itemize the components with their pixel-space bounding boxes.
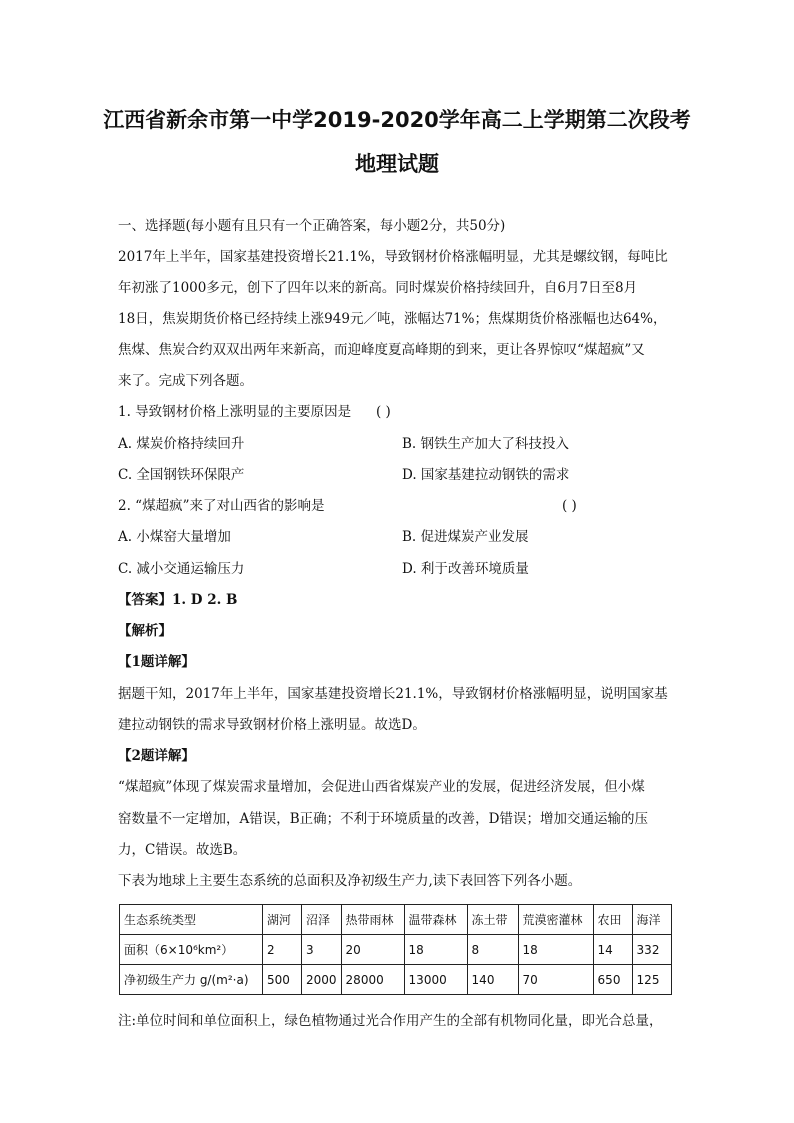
title-line-2: 地理试题 bbox=[355, 152, 439, 176]
question-2-answer-blank: ( ) bbox=[562, 498, 577, 514]
table-cell: 13000 bbox=[404, 965, 467, 995]
detail-2-line: 窑数量不一定增加，A错误，B正确；不利于环境质量的改善，D错误；增加交通运输的压 bbox=[118, 811, 648, 827]
table-header-cell: 沼泽 bbox=[302, 905, 342, 935]
passage-line: 2017年上半年，国家基建投资增长21.1%，导致钢材价格涨幅明显，尤其是螺纹钢，每吨比 bbox=[118, 249, 668, 265]
detail-2-line: 力，C错误。故选B。 bbox=[118, 842, 247, 858]
table-cell: 20 bbox=[341, 935, 404, 965]
question-2-option-a: A. 小煤窑大量增加 bbox=[118, 529, 231, 545]
table-header-cell: 海洋 bbox=[632, 905, 671, 935]
table-cell: 140 bbox=[467, 965, 518, 995]
table-intro: 下表为地球上主要生态系统的总面积及净初级生产力,读下表回答下列各小题。 bbox=[118, 873, 582, 889]
detail-2-label: 【2题详解】 bbox=[118, 748, 195, 764]
table-cell: 332 bbox=[632, 935, 671, 965]
table-header-cell: 温带森林 bbox=[404, 905, 467, 935]
question-2-option-c: C. 减小交通运输压力 bbox=[118, 561, 245, 577]
table-cell: 2 bbox=[263, 935, 302, 965]
table-header-cell: 冻土带 bbox=[467, 905, 518, 935]
passage-line: 年初涨了1000多元，创下了四年以来的新高。同时煤炭价格持续回升，自6月7日至8月 bbox=[118, 280, 638, 296]
section-heading: 一、选择题(每小题有且只有一个正确答案，每小题2分，共50分) bbox=[118, 218, 506, 234]
table-cell: 面积（6×10⁶km²） bbox=[120, 935, 263, 965]
table-cell: 18 bbox=[518, 935, 593, 965]
detail-1-line: 建拉动钢铁的需求导致钢材价格上涨明显。故选D。 bbox=[118, 717, 426, 733]
detail-1-line: 据题干知，2017年上半年，国家基建投资增长21.1%，导致钢材价格涨幅明显，说明国家基 bbox=[118, 686, 668, 702]
question-2-option-b: B. 促进煤炭产业发展 bbox=[402, 529, 529, 545]
table-row bbox=[120, 965, 672, 995]
question-1-stem: 1. 导致钢材价格上涨明显的主要原因是 bbox=[118, 404, 352, 420]
table-header-cell: 荒漠密灌林 bbox=[518, 905, 593, 935]
table-header-row bbox=[120, 905, 672, 935]
table-cell: 28000 bbox=[341, 965, 404, 995]
analysis-label: 【解析】 bbox=[118, 623, 172, 639]
passage-line: 来了。完成下列各题。 bbox=[118, 373, 253, 389]
table-cell: 70 bbox=[518, 965, 593, 995]
table-cell: 650 bbox=[593, 965, 632, 995]
answer-line: 【答案】1. D 2. B bbox=[118, 592, 238, 608]
question-1-option-d: D. 国家基建拉动钢铁的需求 bbox=[402, 467, 570, 483]
question-2-option-d: D. 利于改善环境质量 bbox=[402, 561, 529, 577]
passage-line: 焦煤、焦炭合约双双出两年来新高，而迎峰度夏高峰期的到来，更让各界惊叹“煤超疯”又 bbox=[118, 342, 645, 358]
table-row bbox=[120, 935, 672, 965]
passage-line: 18日，焦炭期货价格已经持续上涨949元／吨，涨幅达71%；焦煤期货价格涨幅也达64%， bbox=[118, 311, 667, 327]
detail-2-line: “煤超疯”体现了煤炭需求量增加，会促进山西省煤炭产业的发展，促进经济发展，但小煤 bbox=[118, 779, 645, 795]
question-1-option-c: C. 全国钢铁环保限产 bbox=[118, 467, 245, 483]
table-cell: 125 bbox=[632, 965, 671, 995]
table-cell: 2000 bbox=[302, 965, 342, 995]
table-header-cell: 湖河 bbox=[263, 905, 302, 935]
question-1-answer-blank: ( ) bbox=[376, 404, 391, 420]
question-1-option-b: B. 钢铁生产加大了科技投入 bbox=[402, 436, 570, 452]
table-cell: 500 bbox=[263, 965, 302, 995]
detail-1-label: 【1题详解】 bbox=[118, 654, 195, 670]
title-line-1: 江西省新余市第一中学2019-2020学年高二上学期第二次段考 bbox=[103, 108, 691, 132]
ecosystem-table bbox=[119, 904, 672, 995]
table-cell: 18 bbox=[404, 935, 467, 965]
table-header-cell: 农田 bbox=[593, 905, 632, 935]
question-2-stem: 2. “煤超疯”来了对山西省的影响是 bbox=[118, 498, 325, 514]
table-cell: 14 bbox=[593, 935, 632, 965]
table-cell: 3 bbox=[302, 935, 342, 965]
table-header-cell: 热带雨林 bbox=[341, 905, 404, 935]
table-cell: 8 bbox=[467, 935, 518, 965]
table-note: 注:单位时间和单位面积上，绿色植物通过光合作用产生的全部有机物同化量，即光合总量， bbox=[118, 1013, 663, 1029]
table-cell: 净初级生产力 g/(m²·a) bbox=[120, 965, 263, 995]
table-header-cell: 生态系统类型 bbox=[120, 905, 263, 935]
question-1-option-a: A. 煤炭价格持续回升 bbox=[118, 436, 245, 452]
